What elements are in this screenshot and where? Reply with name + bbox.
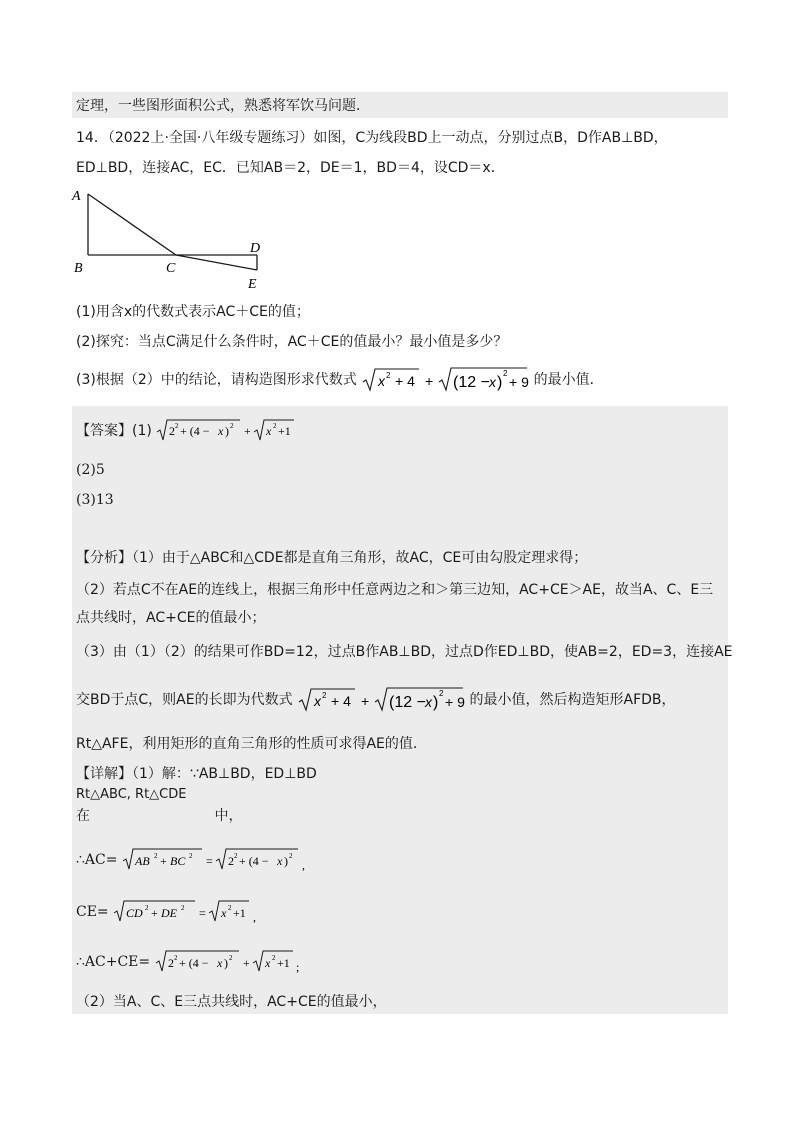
- svg-text:2: 2: [175, 422, 179, 430]
- question-stem-1: 如图，C为线段BD上一动点，分别过点B，D作AB⊥BD，: [313, 130, 668, 146]
- part-3: [76, 366, 604, 394]
- part-2: (2)探究：当点C满足什么条件时，AC＋CE的值最小？最小值是多少？: [76, 334, 508, 350]
- analysis-line-5: [76, 686, 676, 714]
- svg-text:+: +: [151, 906, 158, 920]
- question-number: 14．: [76, 130, 108, 146]
- analysis-line-6: Rt△AFE，利用矩形的直角三角形的性质可求得AE的值．: [76, 736, 427, 752]
- svg-text:x: x: [264, 956, 270, 970]
- svg-text:2: 2: [386, 371, 391, 380]
- svg-text:,: ,: [253, 910, 257, 924]
- detail-ac-expression: [122, 846, 312, 874]
- detail-sum-prefix: ∴AC+CE=: [76, 954, 151, 970]
- svg-text:+ (4 −: + (4 −: [238, 854, 269, 868]
- detail-ce-expression: [113, 898, 263, 926]
- detail-text-1: （1）解：∵AB⊥BD，ED⊥BD: [132, 766, 317, 782]
- svg-text:x: x: [266, 424, 272, 438]
- analysis-text-1: （1）由于△ABC和△CDE都是直角三角形，故AC，CE可由勾股定理求得；: [132, 550, 588, 566]
- svg-text:x: x: [216, 956, 222, 970]
- detail-sum: [76, 948, 305, 976]
- svg-text:2: 2: [271, 954, 276, 962]
- svg-text:): ): [225, 424, 230, 438]
- analysis-5-suffix: 的最小值，然后构造矩形AFDB，: [469, 692, 676, 708]
- segment-ce: [176, 255, 257, 270]
- question-source: （2022上·全国·八年级专题练习）: [107, 130, 314, 146]
- answer-line-1: [76, 418, 296, 444]
- svg-text:2: 2: [230, 422, 234, 430]
- detail-sum-expression: [155, 948, 305, 976]
- svg-text:+: +: [159, 854, 167, 868]
- svg-text:AB: AB: [134, 854, 150, 868]
- svg-text:x: x: [378, 373, 386, 389]
- svg-text:+ (4 −: + (4 −: [180, 424, 210, 438]
- svg-text:CD: CD: [126, 906, 143, 920]
- label-d: D: [250, 241, 261, 256]
- analysis-line-2: （2）若点C不在AE的连线上，根据三角形中任意两边之和＞第三边知，AC+CE＞AE，故当A、C、E三: [76, 582, 714, 598]
- svg-text:x: x: [276, 854, 283, 868]
- segment-ac: [88, 194, 176, 255]
- detail-line-1: [76, 764, 317, 784]
- detail-in-word: 在: [76, 808, 90, 824]
- svg-text:+ 9: + 9: [509, 374, 530, 390]
- detail-triangles: Rt△ABC, Rt△CDE: [76, 787, 187, 802]
- svg-text:+ 4: + 4: [331, 693, 351, 709]
- svg-text:x: x: [489, 374, 497, 390]
- svg-text:): ): [283, 854, 288, 868]
- svg-text:x: x: [314, 693, 322, 709]
- part-3-prefix: (3)根据（2）中的结论，请构造图形求代数式: [76, 372, 357, 388]
- svg-text:+1: +1: [276, 956, 290, 970]
- svg-text:2: 2: [322, 691, 327, 700]
- svg-text:+ 9: + 9: [445, 694, 465, 710]
- part-3-suffix: 的最小值．: [533, 372, 604, 388]
- svg-text:+1: +1: [233, 906, 246, 920]
- svg-text:;: ;: [295, 960, 299, 974]
- svg-text:(12 −: (12 −: [453, 374, 491, 391]
- analysis-5-prefix: 交BD于点C，则AE的长即为代数式: [76, 692, 293, 708]
- svg-text:2: 2: [145, 904, 149, 912]
- analysis-label: 【分析】: [76, 550, 132, 566]
- question-line-1: [76, 128, 668, 148]
- svg-text:DE: DE: [161, 906, 178, 920]
- svg-text:2: 2: [503, 369, 508, 378]
- svg-text:): ): [497, 374, 503, 391]
- detail-ac-prefix: ∴AC=: [76, 852, 118, 868]
- question-line-2: ED⊥BD，连接AC，EC．已知AB＝2，DE＝1，BD＝4，设CD＝x．: [76, 160, 505, 176]
- svg-text:2: 2: [228, 954, 233, 962]
- detail-line-2b: [76, 806, 242, 826]
- svg-text:2: 2: [188, 852, 193, 860]
- svg-text:=: =: [205, 854, 213, 868]
- label-e: E: [248, 277, 257, 292]
- detail-zhong: 中，: [214, 808, 243, 824]
- svg-text:2: 2: [233, 852, 238, 860]
- svg-text:+ (4 −: + (4 −: [178, 956, 209, 970]
- part-1: (1)用含x的代数式表示AC＋CE的值；: [76, 304, 310, 320]
- geometry-figure: [60, 182, 290, 292]
- svg-text:2: 2: [153, 852, 158, 860]
- detail-last: （2）当A、C、E三点共线时，AC+CE的值最小，: [76, 994, 387, 1010]
- svg-text:2: 2: [169, 424, 176, 438]
- svg-text:2: 2: [288, 852, 293, 860]
- top-line: 定理，一些图形面积公式，熟悉将军饮马问题．: [76, 98, 370, 114]
- answer-2: (2)5: [76, 462, 105, 478]
- svg-text:2: 2: [167, 956, 174, 970]
- detail-ac: [76, 846, 312, 874]
- svg-text:x: x: [218, 424, 224, 438]
- svg-text:+: +: [361, 693, 370, 709]
- svg-text:+: +: [425, 373, 434, 389]
- analysis-expression: [297, 686, 465, 714]
- svg-text:2: 2: [181, 904, 185, 912]
- detail-ce-prefix: CE=: [76, 904, 109, 920]
- label-b: B: [74, 261, 83, 276]
- svg-text:2: 2: [173, 954, 178, 962]
- svg-text:BC: BC: [169, 854, 186, 868]
- expression-sqrt-sum: [361, 366, 529, 394]
- svg-text:x: x: [425, 694, 433, 710]
- svg-text:=: =: [199, 906, 206, 920]
- svg-text:2: 2: [273, 422, 277, 430]
- svg-text:+: +: [242, 956, 250, 970]
- svg-text:+: +: [244, 424, 252, 438]
- svg-text:(12 −: (12 −: [389, 694, 426, 711]
- answer-1-prefix: (1): [132, 423, 152, 439]
- svg-text:x: x: [221, 906, 227, 920]
- label-a: A: [72, 189, 81, 204]
- answer-label: 【答案】: [76, 423, 132, 439]
- detail-label: 【详解】: [76, 766, 132, 782]
- analysis-line-1: [76, 548, 587, 568]
- svg-text:): ): [433, 694, 439, 711]
- label-c: C: [166, 261, 176, 276]
- svg-text:): ): [223, 956, 228, 970]
- analysis-line-4: （3）由（1）（2）的结果可作BD=12，过点B作AB⊥BD，过点D作ED⊥BD，使AB=2，ED=3，连接AE: [76, 644, 733, 660]
- analysis-line-3: 点共线时，AC+CE的值最小；: [76, 610, 266, 626]
- answer-1-expression: [156, 418, 296, 444]
- svg-text:+ 4: + 4: [395, 373, 416, 389]
- detail-ce: [76, 898, 263, 926]
- svg-text:+1: +1: [278, 424, 292, 438]
- svg-text:2: 2: [228, 904, 232, 912]
- answer-3: (3)13: [76, 492, 114, 508]
- svg-text:,: ,: [301, 858, 305, 872]
- svg-text:2: 2: [227, 854, 234, 868]
- svg-text:2: 2: [439, 689, 444, 698]
